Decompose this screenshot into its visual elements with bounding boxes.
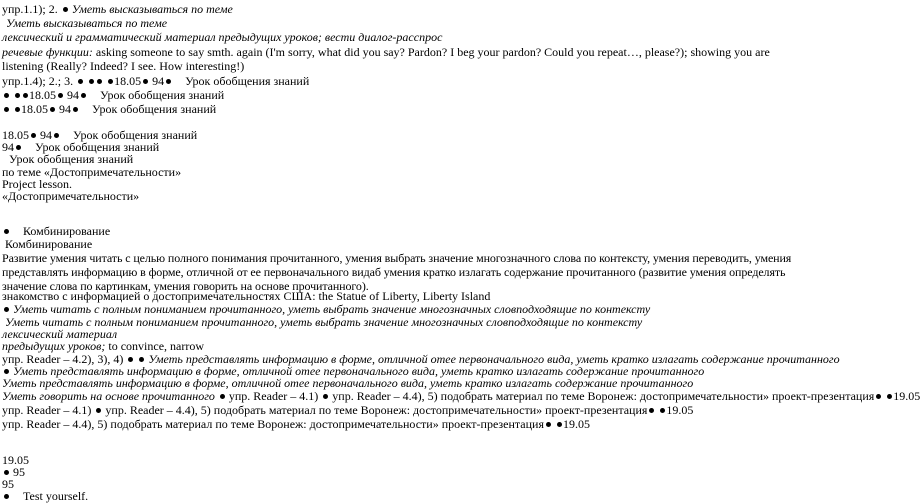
bullet-icon	[4, 470, 9, 475]
line-2: Уметь высказываться по теме	[6, 16, 168, 30]
line-7	[2, 103, 216, 116]
text: 19.05	[666, 403, 694, 417]
bullet-icon	[649, 408, 654, 413]
bullet-icon	[128, 357, 133, 362]
text: упр. Reader – 4.4), 5) подобрать материал по теме Воронеж: достопримечательности» проект-презентация	[2, 417, 544, 431]
bullet-icon	[4, 229, 9, 234]
bullet-icon	[4, 369, 9, 374]
bullet-icon	[323, 394, 328, 399]
line-13: «Достопримечательности»	[2, 189, 140, 203]
text: упр.1.1); 2.	[2, 2, 58, 16]
bullet-icon	[220, 394, 225, 399]
bullet-icon	[58, 93, 63, 98]
bullet-icon	[4, 93, 9, 98]
line-6	[2, 89, 224, 102]
line-5	[2, 75, 309, 88]
text: речевые функции:	[2, 45, 93, 59]
line-1	[2, 3, 233, 16]
bullet-icon	[546, 422, 551, 427]
bullet-icon	[23, 93, 28, 98]
bullet-icon	[143, 79, 148, 84]
bullet-icon	[557, 422, 562, 427]
text: Уметь читать с полным пониманием прочитанного, уметь выбрать значение многозначных словподходящие по контексту	[13, 302, 651, 316]
bullet-icon	[63, 7, 68, 12]
text: упр. Reader – 4.2), 3), 4)	[2, 352, 124, 366]
text: Уметь представлять информацию в форме, отличной отее первоначального вида, уметь кратко излагать содержание прочитанного	[13, 364, 705, 378]
bullet-icon	[15, 93, 20, 98]
line-16: Развитие умения читать с целью полного понимания прочитанного, умения выбрать значение многозначного слова по контексту, умения переводить, умения представлять информацию в форме, отличной от ее первоначального видаб умения кратко излагать содержание прочитанного (развитие умения определять значение слова по картинкам, умения говорить на основе прочитанного).	[2, 251, 792, 293]
line-31	[2, 490, 88, 503]
bullet-icon	[97, 79, 102, 84]
text: Уметь говорить на основе прочитанного	[2, 389, 215, 403]
bullet-icon	[139, 357, 144, 362]
line-25	[2, 390, 920, 403]
line-24: Уметь представлять информацию в форме, отличной отее первоначального вида, уметь кратко излагать содержание прочитанного	[2, 376, 694, 390]
text: 19.05	[563, 417, 590, 431]
bullet-icon	[31, 133, 36, 138]
bullet-icon	[73, 107, 78, 112]
text: Уметь представлять информацию в форме, отличной отее первоначального вида, уметь кратко излагать содержание прочитанного	[148, 352, 840, 366]
text: упр. Reader – 4.4), 5) подобрать материал по теме Воронеж: достопримечательности» проект-презентация	[105, 403, 648, 417]
text: 19.05	[893, 389, 920, 403]
text: Урок обобщения знаний	[73, 128, 198, 142]
bullet-icon	[81, 93, 86, 98]
text: 94	[67, 88, 79, 102]
text: 18.05	[2, 128, 29, 142]
bullet-icon	[4, 107, 9, 112]
line-27	[2, 418, 590, 431]
text: Урок обобщения знаний	[35, 140, 160, 154]
text: to convince, narrow	[108, 339, 205, 353]
text: 95	[13, 465, 25, 479]
text: 94	[152, 74, 165, 88]
line-3: лексический и грамматический материал предыдущих уроков; вести диалог-расспрос	[2, 30, 443, 44]
line-17: знакомство с информацией о достопримечательностях США: the Statue of Liberty, Liberty Island	[2, 289, 491, 303]
text: 94	[59, 102, 71, 116]
line-28: 19.05	[2, 453, 29, 467]
line-20: лексический материал	[2, 327, 118, 341]
bullet-icon	[4, 307, 9, 312]
text: 18.05	[21, 102, 48, 116]
text: упр. Reader – 4.4), 5) подобрать материал по теме Воронеж: достопримечательности» проект-презентация	[332, 389, 875, 403]
line-26	[2, 404, 693, 417]
text: Урок обобщения знаний	[100, 88, 225, 102]
text: 94	[2, 140, 14, 154]
text: 18.05	[114, 74, 142, 88]
bullet-icon	[50, 107, 55, 112]
text: Комбинирование	[23, 224, 111, 238]
bullet-icon	[166, 79, 171, 84]
text: Уметь высказываться по теме	[71, 2, 233, 16]
bullet-icon	[887, 394, 892, 399]
text: упр. Reader – 4.1)	[228, 389, 319, 403]
text: Test yourself.	[23, 489, 89, 503]
line-15: Комбинирование	[5, 237, 93, 251]
bullet-icon	[96, 408, 101, 413]
line-10: Урок обобщения знаний	[9, 152, 134, 166]
bullet-icon	[660, 408, 665, 413]
line-30: 95	[2, 477, 14, 491]
line-4	[2, 45, 808, 73]
bullet-icon	[54, 133, 59, 138]
bullet-icon	[4, 494, 9, 499]
text: Урок обобщения знаний	[185, 74, 310, 88]
line-19: Уметь читать с полным пониманием прочитанного, уметь выбрать значение многозначных словподходящие по контексту	[5, 315, 643, 329]
text: 94	[40, 128, 52, 142]
bullet-icon	[89, 79, 94, 84]
text: Урок обобщения знаний	[92, 102, 217, 116]
text: 18.05	[29, 88, 56, 102]
text: упр.1.4); 2.; 3.	[2, 74, 74, 88]
text: упр. Reader – 4.1)	[2, 403, 92, 417]
bullet-icon	[876, 394, 881, 399]
bullet-icon	[16, 145, 21, 150]
text: asking someone to say smth. again (I'm sorry, what did you say? Pardon? I beg your pardon? Could you repeat…, please?); showing you are listening (Really? Indeed? I see. How interesting!)	[2, 45, 770, 73]
text: предыдущих уроков;	[2, 339, 106, 353]
line-12: Project lesson.	[2, 177, 72, 191]
bullet-icon	[108, 79, 113, 84]
bullet-icon	[78, 79, 83, 84]
line-11: по теме «Достопримечательности»	[2, 165, 182, 179]
bullet-icon	[15, 107, 20, 112]
